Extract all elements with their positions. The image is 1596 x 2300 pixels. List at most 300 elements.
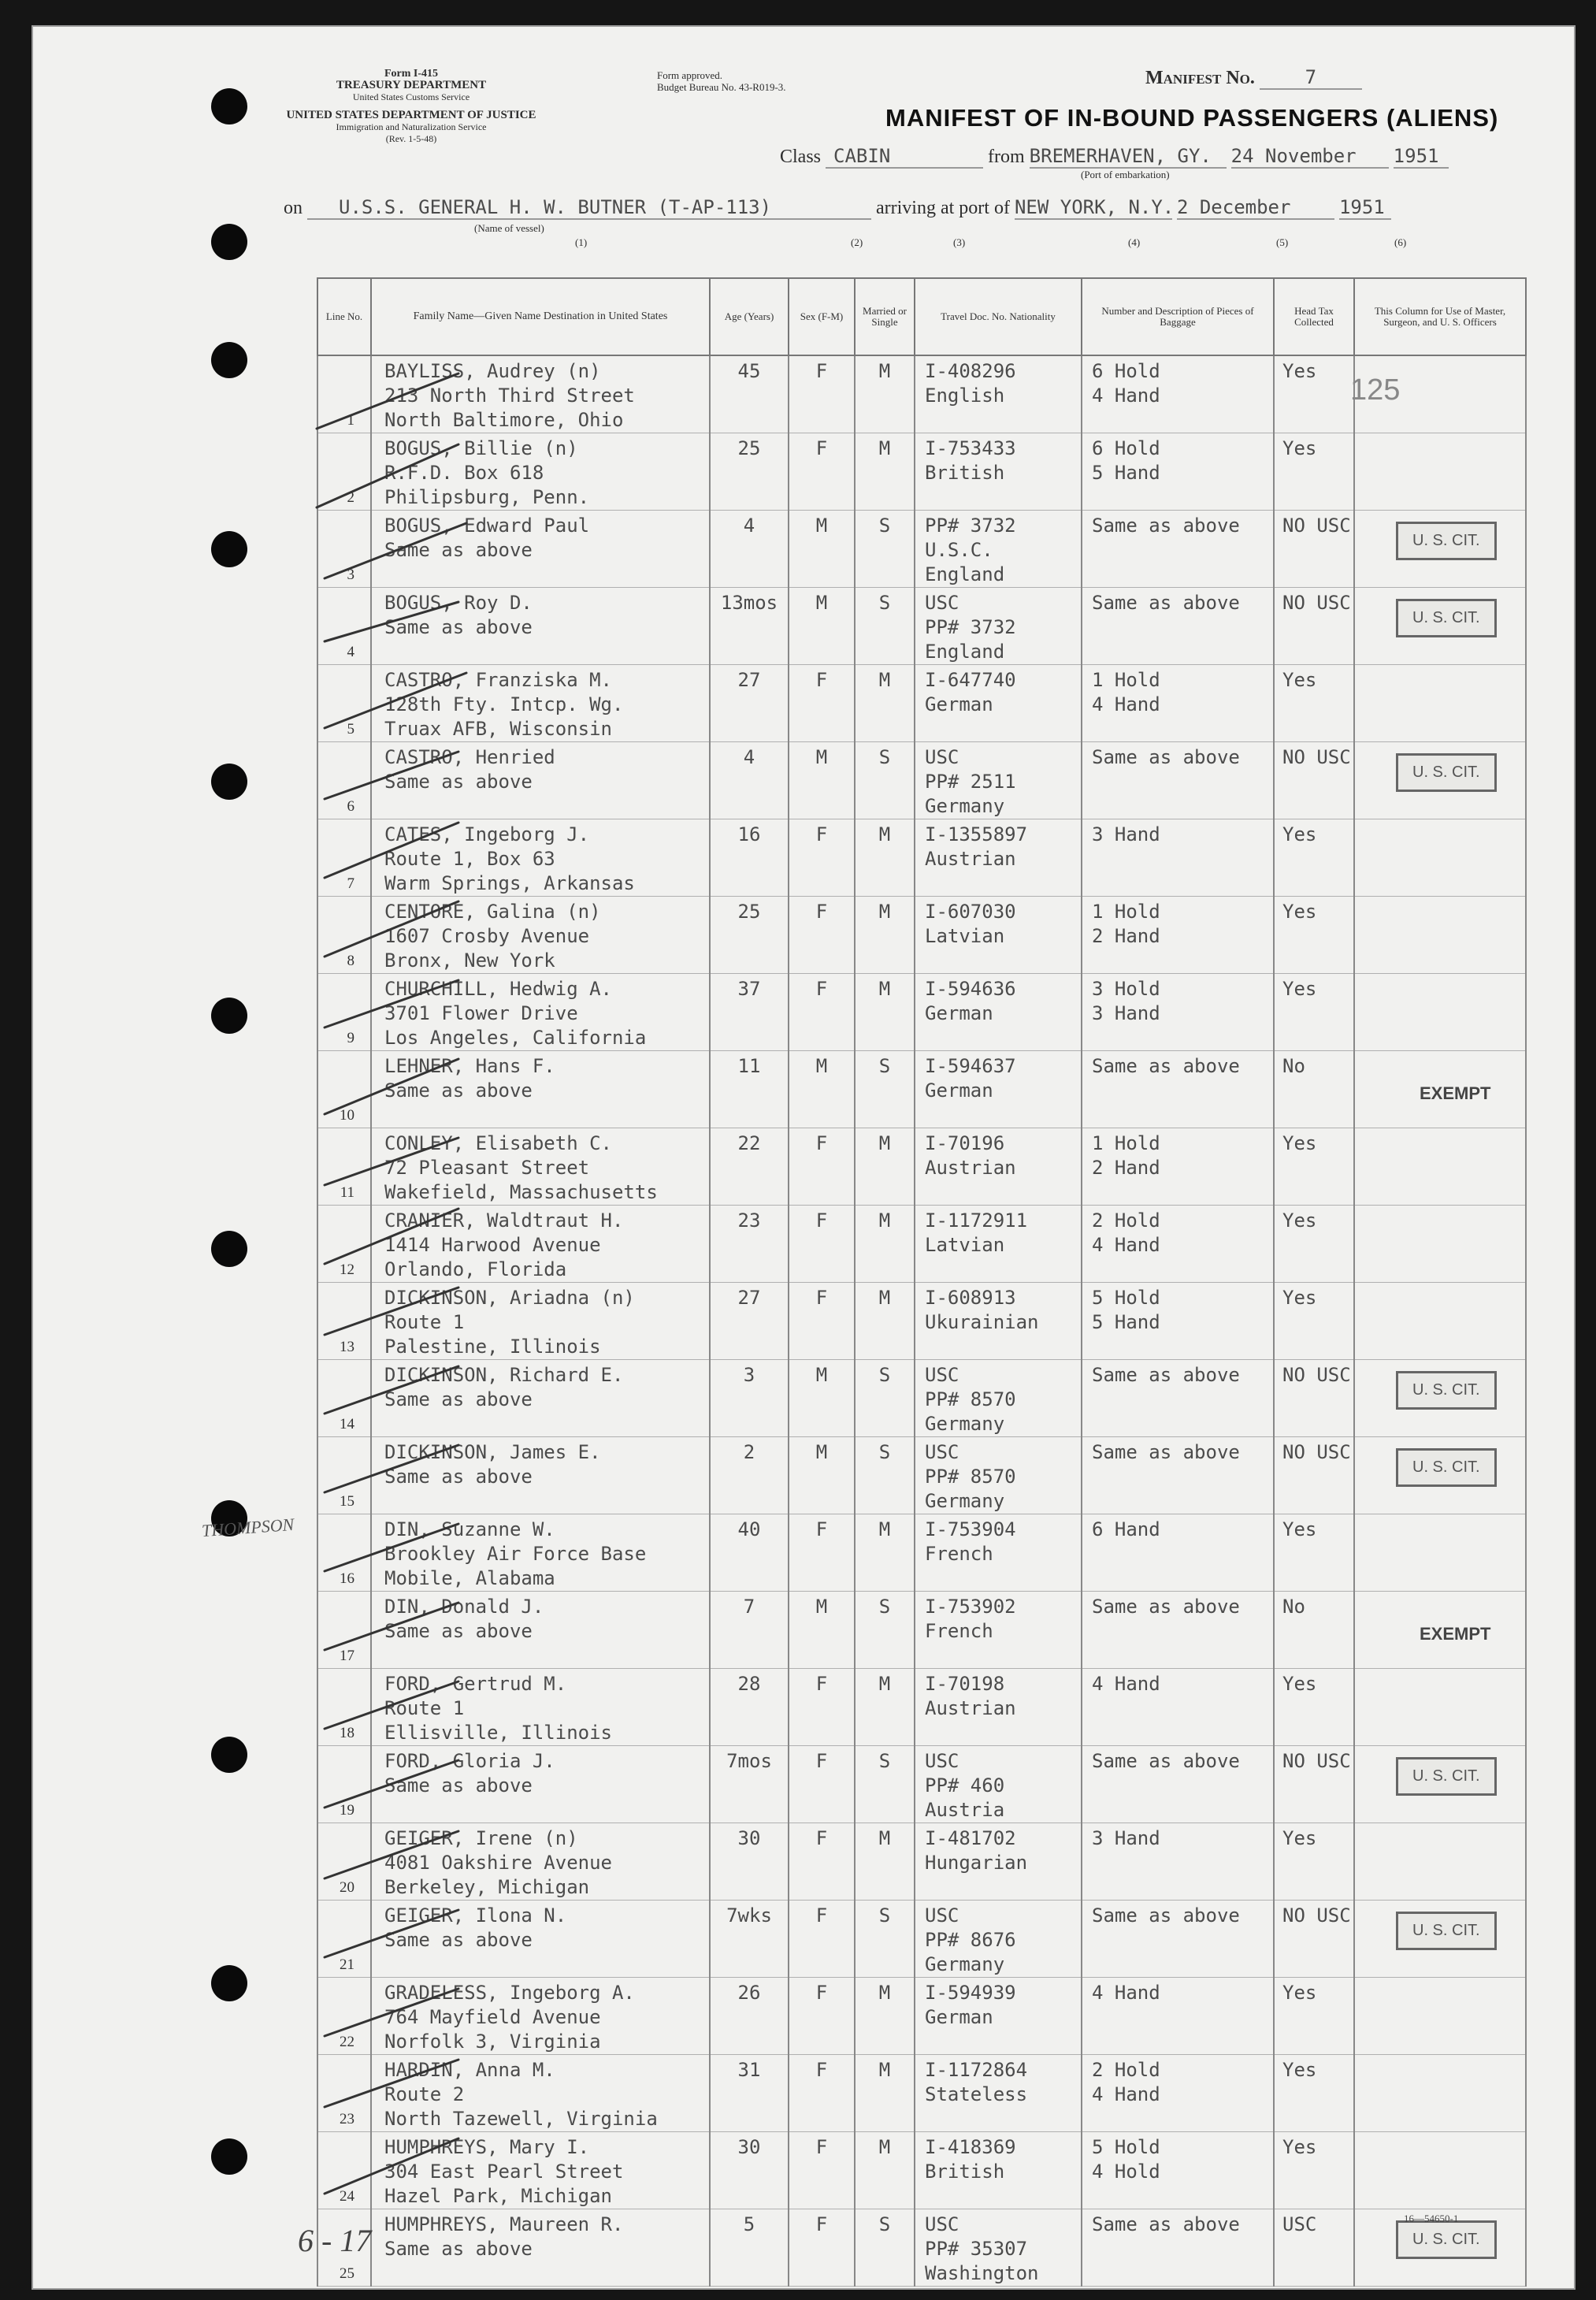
officer-use-cell [1354,1437,1526,1514]
travel-doc-cell [915,511,1082,588]
punch-hole [211,764,247,800]
col-header-name: Family Name—Given Name Destination in United States [371,278,710,355]
travel-doc-line: PP# 3732 [925,515,1016,537]
us-citizen-stamp: U. S. CIT. [1396,599,1497,637]
form-header-left [285,68,537,145]
marital-cell: M [855,433,915,511]
passenger-name-line: Same as above [384,1466,533,1488]
line-number: 25 [317,2209,371,2287]
line-number: 18 [317,1669,371,1746]
travel-doc-line: USC [925,1750,959,1772]
sex-cell: F [789,1978,855,2055]
marital-cell: S [855,742,915,819]
passenger-name-line: CENTORE, Galina (n) [384,901,601,923]
line-number: 14 [317,1360,371,1437]
baggage-line: 3 Hold [1092,978,1160,1000]
col-header-married: Married or Single [855,278,915,355]
baggage-line: Same as above [1092,1055,1240,1077]
baggage-cell [1082,2209,1274,2287]
baggage-line: Same as above [1092,1750,1240,1772]
age-cell: 31 [710,2055,789,2132]
travel-doc-cell [915,1437,1082,1514]
travel-doc-line: I-753904 [925,1518,1016,1540]
officer-use-cell [1354,974,1526,1051]
passenger-name-line: BOGUS, Edward Paul [384,515,590,537]
line-number: 10 [317,1051,371,1128]
baggage-cell [1082,2055,1274,2132]
col-header-age: Age (Years) [710,278,789,355]
head-tax-cell: NO USC [1274,742,1354,819]
col-header-line: Line No. [317,278,371,355]
passenger-name-line: 128th Fty. Intcp. Wg. [384,693,624,715]
head-tax-cell: Yes [1274,1669,1354,1746]
sex-cell: M [789,742,855,819]
head-tax-cell: Yes [1274,1514,1354,1592]
baggage-cell [1082,1978,1274,2055]
baggage-cell [1082,355,1274,433]
sex-cell: F [789,1901,855,1978]
officer-use-cell [1354,1669,1526,1746]
us-citizen-stamp: U. S. CIT. [1396,1448,1497,1487]
passenger-name-line: GRADELESS, Ingeborg A. [384,1982,635,2004]
travel-doc-cell [915,974,1082,1051]
travel-doc-cell [915,1051,1082,1128]
line-number: 24 [317,2132,371,2209]
arriving-label: arriving at port of [876,198,1010,218]
line-number: 11 [317,1128,371,1206]
travel-doc-line: French [925,1620,993,1642]
sex-cell: F [789,1746,855,1823]
age-cell: 2 [710,1437,789,1514]
marital-cell: M [855,355,915,433]
passenger-name-line: Berkeley, Michigan [384,1876,590,1898]
head-tax-cell: NO USC [1274,1360,1354,1437]
travel-doc-line: Germany [925,795,1005,817]
arrival-year: 1951 [1339,196,1391,220]
travel-doc-line: Austrian [925,848,1016,870]
head-tax-cell: Yes [1274,897,1354,974]
age-cell: 13mos [710,588,789,665]
passenger-name-line: 1607 Crosby Avenue [384,925,590,947]
passenger-name-line: Los Angeles, California [384,1027,647,1049]
marital-cell: S [855,511,915,588]
travel-doc-line: PP# 460 [925,1774,1005,1797]
sex-cell: M [789,511,855,588]
officer-use-cell [1354,1206,1526,1283]
passenger-name-line: 72 Pleasant Street [384,1157,590,1179]
baggage-line: Same as above [1092,592,1240,614]
marital-cell: M [855,1206,915,1283]
travel-doc-cell [915,1592,1082,1669]
baggage-line: Same as above [1092,1904,1240,1927]
passenger-name-line: Route 1 [384,1311,465,1333]
us-citizen-stamp: U. S. CIT. [1396,1912,1497,1950]
sex-cell: F [789,1514,855,1592]
travel-doc-cell [915,588,1082,665]
baggage-line: 1 Hold [1092,1132,1160,1154]
ins-service: Immigration and Naturalization Service [336,121,487,132]
passenger-name-line: Same as above [384,1774,533,1797]
officer-use-cell [1354,819,1526,897]
baggage-cell [1082,1746,1274,1823]
passenger-name-line: Route 1 [384,1697,465,1719]
officer-use-cell [1354,1978,1526,2055]
line-number: 8 [317,897,371,974]
passenger-name-line: Wakefield, Massachusetts [384,1181,658,1203]
sex-cell: F [789,819,855,897]
head-tax-cell: Yes [1274,2055,1354,2132]
manifest-number [1145,66,1362,90]
baggage-line: Same as above [1092,515,1240,537]
travel-doc-line: PP# 8570 [925,1388,1016,1410]
us-citizen-stamp: U. S. CIT. [1396,522,1497,560]
age-cell: 26 [710,1978,789,2055]
line-number: 23 [317,2055,371,2132]
col-header-baggage: Number and Description of Pieces of Baggage [1082,278,1274,355]
head-tax-cell: Yes [1274,974,1354,1051]
sex-cell: F [789,1283,855,1360]
age-cell: 23 [710,1206,789,1283]
manifest-no-value: 7 [1260,66,1362,90]
head-tax-cell: USC [1274,2209,1354,2287]
head-tax-cell: Yes [1274,1283,1354,1360]
passenger-name-line: GEIGER, Ilona N. [384,1904,567,1927]
age-cell: 7 [710,1592,789,1669]
baggage-cell [1082,742,1274,819]
travel-doc-line: PP# 2511 [925,771,1016,793]
travel-doc-line: I-753433 [925,437,1016,459]
passenger-name-line: HUMPHREYS, Maureen R. [384,2213,624,2235]
travel-doc-line: England [925,641,1005,663]
officer-use-cell [1354,1514,1526,1592]
baggage-line: 1 Hold [1092,901,1160,923]
marital-cell: M [855,974,915,1051]
passenger-name-line: Same as above [384,1079,533,1102]
travel-doc-cell [915,1746,1082,1823]
officer-use-cell [1354,1360,1526,1437]
passenger-name-line: DIN, Donald J. [384,1596,544,1618]
passenger-name-line: 304 East Pearl Street [384,2161,624,2183]
baggage-line: 2 Hold [1092,2059,1160,2081]
baggage-line: Same as above [1092,1364,1240,1386]
treasury-dept: TREASURY DEPARTMENT [336,79,487,91]
passenger-name-line: CASTRO, Henried [384,746,555,768]
travel-doc-line: German [925,693,993,715]
sex-cell: F [789,1823,855,1901]
travel-doc-line: I-594637 [925,1055,1016,1077]
travel-doc-cell [915,1514,1082,1592]
baggage-cell [1082,974,1274,1051]
manifest-no-label: Manifest No. [1145,68,1255,88]
age-cell: 3 [710,1360,789,1437]
head-tax-cell: Yes [1274,1128,1354,1206]
punch-hole [211,2138,247,2175]
baggage-line: 4 Hold [1092,2161,1160,2183]
baggage-cell [1082,1051,1274,1128]
age-cell: 45 [710,355,789,433]
head-tax-cell: NO USC [1274,1901,1354,1978]
age-cell: 25 [710,897,789,974]
baggage-cell [1082,2132,1274,2209]
passenger-name-line: 1414 Harwood Avenue [384,1234,601,1256]
travel-doc-cell [915,1901,1082,1978]
travel-doc-line: USC [925,1904,959,1927]
passenger-name-line: CATES, Ingeborg J. [384,823,590,845]
travel-doc-cell [915,742,1082,819]
head-tax-cell: No [1274,1051,1354,1128]
sex-cell: F [789,2132,855,2209]
travel-doc-cell [915,2132,1082,2209]
embark-date: 24 November [1231,145,1389,169]
baggage-line: 6 Hold [1092,437,1160,459]
travel-doc-line: I-753902 [925,1596,1016,1618]
baggage-cell [1082,1592,1274,1669]
line-number: 12 [317,1206,371,1283]
baggage-line: 5 Hand [1092,462,1160,484]
marital-cell: S [855,1901,915,1978]
head-tax-cell: Yes [1274,1978,1354,2055]
passenger-name-line: CASTRO, Franziska M. [384,669,612,691]
travel-doc-line: USC [925,592,959,614]
passenger-name-line: Route 2 [384,2083,465,2105]
passenger-name-line: Hazel Park, Michigan [384,2185,612,2207]
travel-doc-cell [915,897,1082,974]
sex-cell: M [789,1051,855,1128]
baggage-line: 1 Hold [1092,669,1160,691]
form-print-code: 16—54650-1 [1404,2213,1459,2224]
baggage-line: Same as above [1092,1441,1240,1463]
age-cell: 40 [710,1514,789,1592]
customs-service: United States Customs Service [352,91,470,102]
arrival-date: 2 December [1177,196,1334,220]
head-tax-cell: No [1274,1592,1354,1669]
passenger-name-line: Truax AFB, Wisconsin [384,718,612,740]
head-tax-cell: Yes [1274,819,1354,897]
travel-doc-line: England [925,563,1005,585]
arrival-port: NEW YORK, N.Y. [1014,196,1175,218]
marital-cell: M [855,2055,915,2132]
passenger-name-line: 764 Mayfield Avenue [384,2006,601,2028]
travel-doc-line: I-418369 [925,2136,1016,2158]
embark-year: 1951 [1394,145,1449,169]
age-cell: 37 [710,974,789,1051]
baggage-line: 3 Hand [1092,1002,1160,1024]
officer-use-cell [1354,742,1526,819]
baggage-cell [1082,1514,1274,1592]
travel-doc-cell [915,819,1082,897]
punch-hole [211,1965,247,2001]
travel-doc-line: U.S.C. [925,539,993,561]
passenger-name-line: HARDIN, Anna M. [384,2059,555,2081]
officer-use-cell [1354,1128,1526,1206]
baggage-line: 4 Hand [1092,1234,1160,1256]
line-number: 6 [317,742,371,819]
passenger-name-line: Brookley Air Force Base [384,1543,647,1565]
sex-cell: M [789,1360,855,1437]
table-header-row [317,278,1526,355]
travel-doc-line: I-608913 [925,1287,1016,1309]
officer-use-cell [1354,1746,1526,1823]
passenger-name-line: BAYLISS, Audrey (n) [384,360,601,382]
head-tax-cell: NO USC [1274,511,1354,588]
line-number: 1 [317,355,371,433]
col-num-2: (2) [851,236,863,248]
passenger-name-line: Orlando, Florida [384,1258,567,1280]
passenger-name-line: HUMPHREYS, Mary I. [384,2136,590,2158]
baggage-cell [1082,819,1274,897]
age-cell: 7mos [710,1746,789,1823]
travel-doc-line: Washington [925,2262,1039,2284]
sex-cell: M [789,588,855,665]
form-number: Form I-415 [384,68,439,80]
marital-cell: M [855,1669,915,1746]
col-num-1: (1) [575,236,588,248]
passenger-name-line: CRANIER, Waldtraut H. [384,1209,624,1232]
travel-doc-line: PP# 8676 [925,1929,1016,1951]
officer-use-cell [1354,1901,1526,1978]
baggage-line: 5 Hold [1092,1287,1160,1309]
passenger-name-line: BOGUS, Billie (n) [384,437,578,459]
travel-doc-line: I-607030 [925,901,1016,923]
officer-use-cell [1354,433,1526,511]
officer-use-cell [1354,1283,1526,1360]
line-number: 17 [317,1592,371,1669]
baggage-cell [1082,665,1274,742]
travel-doc-line: USC [925,2213,959,2235]
line-number: 9 [317,974,371,1051]
baggage-line: 6 Hand [1092,1518,1160,1540]
travel-doc-line: I-1172911 [925,1209,1028,1232]
col-num-5: (5) [1276,236,1289,248]
us-citizen-stamp: U. S. CIT. [1396,2220,1497,2259]
marital-cell: M [855,1823,915,1901]
passenger-name-line: 3701 Flower Drive [384,1002,578,1024]
col-num-6: (6) [1394,236,1407,248]
passenger-name-line: Same as above [384,1388,533,1410]
baggage-cell [1082,1669,1274,1746]
passenger-name-line: LEHNER, Hans F. [384,1055,555,1077]
line-number: 7 [317,819,371,897]
revision-date: (Rev. 1-5-48) [385,133,437,144]
baggage-cell [1082,433,1274,511]
head-tax-cell: Yes [1274,433,1354,511]
travel-doc-line: Ukurainian [925,1311,1039,1333]
line-number: 5 [317,665,371,742]
travel-doc-cell [915,1978,1082,2055]
line-number: 4 [317,588,371,665]
line-number: 21 [317,1901,371,1978]
col-header-doc: Travel Doc. No. Nationality [915,278,1082,355]
passenger-name-line: FORD, Gloria J. [384,1750,555,1772]
head-tax-cell: Yes [1274,1823,1354,1901]
col-num-3: (3) [953,236,966,248]
sex-cell: F [789,1206,855,1283]
baggage-cell [1082,588,1274,665]
officer-use-cell [1354,1051,1526,1128]
travel-doc-line: USC [925,746,959,768]
passenger-name-line: Route 1, Box 63 [384,848,555,870]
col-num-4: (4) [1128,236,1141,248]
line-number: 19 [317,1746,371,1823]
travel-doc-cell [915,1360,1082,1437]
officer-use-cell [1354,1823,1526,1901]
punch-hole [211,998,247,1034]
travel-doc-line: German [925,1079,993,1102]
marital-cell: S [855,1592,915,1669]
head-tax-cell: Yes [1274,1206,1354,1283]
head-tax-cell: NO USC [1274,1746,1354,1823]
travel-doc-line: Austria [925,1799,1005,1821]
passenger-name-line: DIN, Suzanne W. [384,1518,555,1540]
punch-hole [211,224,247,260]
passenger-name-line: Warm Springs, Arkansas [384,872,635,894]
age-cell: 25 [710,433,789,511]
travel-doc-line: PP# 8570 [925,1466,1016,1488]
travel-doc-cell [915,665,1082,742]
passenger-name-line: DICKINSON, Richard E. [384,1364,624,1386]
baggage-line: 4 Hand [1092,385,1160,407]
travel-doc-line: I-70196 [925,1132,1005,1154]
on-label: on [284,198,302,218]
marital-cell: M [855,665,915,742]
us-citizen-stamp: U. S. CIT. [1396,1757,1497,1796]
sex-cell: F [789,2055,855,2132]
embark-port: BREMERHAVEN, GY. [1030,145,1227,169]
officer-use-cell [1354,665,1526,742]
passenger-name-line: North Baltimore, Ohio [384,409,624,431]
travel-doc-line: French [925,1543,993,1565]
baggage-line: 4 Hand [1092,2083,1160,2105]
col-header-sex: Sex (F-M) [789,278,855,355]
travel-doc-cell [915,1283,1082,1360]
class-line [780,145,1449,169]
us-citizen-stamp: U. S. CIT. [1396,1371,1497,1410]
margin-note-name: THOMPSON [201,1514,295,1541]
baggage-line: 3 Hand [1092,823,1160,845]
age-cell: 22 [710,1128,789,1206]
sex-cell: M [789,1437,855,1514]
marital-cell: M [855,1514,915,1592]
marital-cell: M [855,2132,915,2209]
travel-doc-line: USC [925,1441,959,1463]
marital-cell: S [855,2209,915,2287]
baggage-line: Same as above [1092,1596,1240,1618]
us-citizen-stamp: U. S. CIT. [1396,753,1497,792]
age-cell: 28 [710,1669,789,1746]
exempt-stamp: EXEMPT [1420,1624,1491,1644]
age-cell: 30 [710,2132,789,2209]
baggage-line: Same as above [1092,746,1240,768]
age-cell: 4 [710,511,789,588]
approved-label: Form approved. [657,69,723,81]
sex-cell: F [789,897,855,974]
marital-cell: S [855,1746,915,1823]
class-value: CABIN [826,145,983,169]
travel-doc-line: Germany [925,1953,1005,1975]
exempt-stamp: EXEMPT [1420,1083,1491,1103]
passenger-name-line: FORD, Gertrud M. [384,1673,567,1695]
passenger-name-line: Bronx, New York [384,949,555,972]
baggage-cell [1082,1128,1274,1206]
travel-doc-cell [915,1206,1082,1283]
baggage-line: 3 Hand [1092,1827,1160,1849]
sex-cell: F [789,665,855,742]
officer-use-cell [1354,511,1526,588]
passenger-name-line: CHURCHILL, Hedwig A. [384,978,612,1000]
passenger-name-line: Same as above [384,1620,533,1642]
travel-doc-line: British [925,2161,1005,2183]
punch-hole [211,342,247,378]
